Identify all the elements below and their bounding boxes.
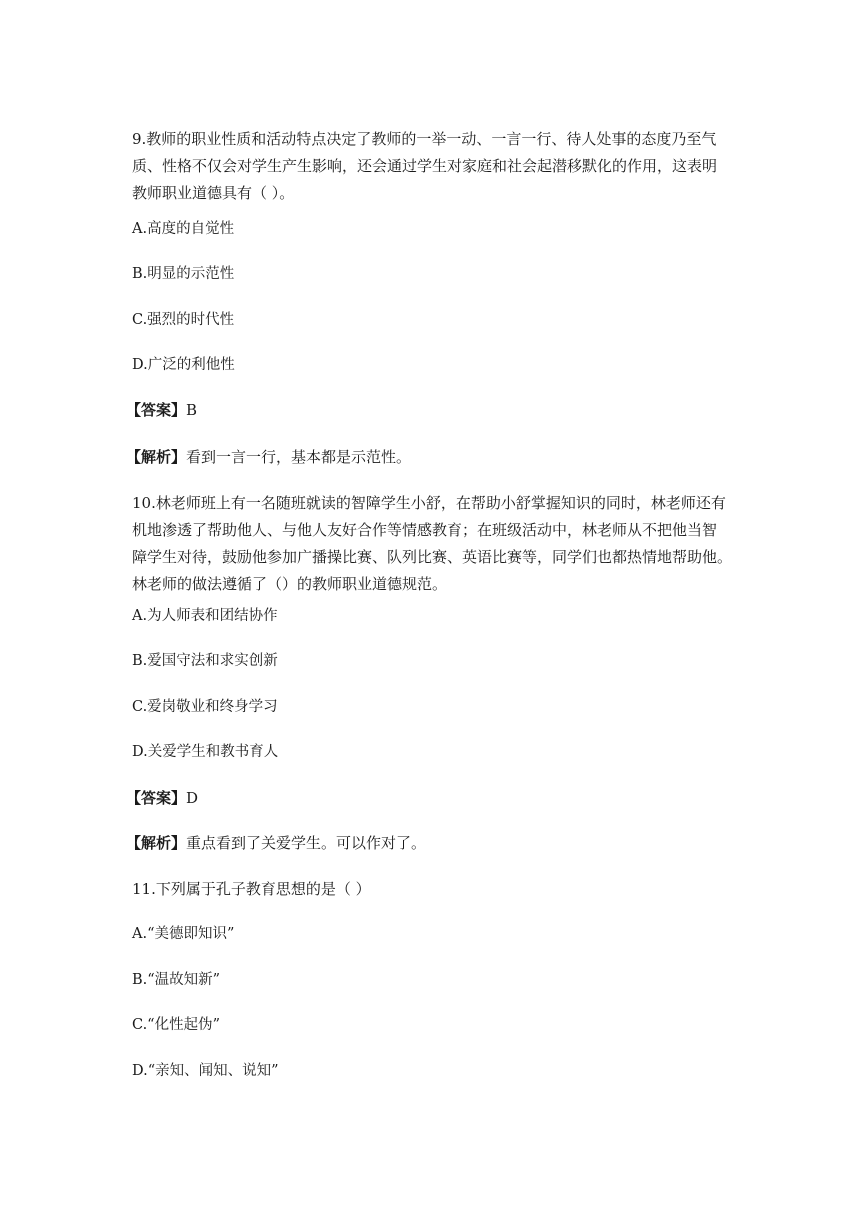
analysis-line: [126, 444, 746, 471]
option-d: D.广泛的利他性: [132, 357, 235, 373]
option-c: C.爱岗敬业和终身学习: [132, 699, 278, 715]
analysis-text: 看到一言一行，基本都是示范性。: [186, 448, 412, 466]
question-stem-line: 10.林老师班上有一名随班就读的智障学生小舒，在帮助小舒掌握知识的同时，林老师还有: [132, 494, 726, 512]
option-c: C.强烈的时代性: [132, 312, 235, 328]
option-b: B.“温故知新”: [132, 972, 221, 988]
question-stem-line: 11.下列属于孔子教育思想的是（ ）: [132, 880, 371, 898]
answer-label: 【答案】: [126, 789, 187, 807]
question-stem-line: 障学生对待，鼓励他参加广播操比赛、队列比赛、英语比赛等，同学们也都热情地帮助他。: [132, 548, 733, 566]
analysis-line: [126, 830, 746, 857]
option-b: B.明显的示范性: [132, 266, 235, 282]
analysis-label: 【解析】: [126, 448, 187, 466]
option-a: A.高度的自觉性: [132, 221, 235, 237]
option-b: B.爱国守法和求实创新: [132, 653, 278, 669]
answer-value: D: [186, 789, 199, 807]
option-a: A.“美德即知识”: [132, 926, 235, 942]
answer-line: [126, 785, 746, 812]
answer-line: [126, 397, 746, 424]
question-stem-line: 质、性格不仅会对学生产生影响，还会通过学生对家庭和社会起潜移默化的作用，这表明: [132, 157, 718, 175]
option-d: D.关爱学生和教书育人: [132, 744, 279, 760]
answer-value: B: [186, 401, 198, 419]
question-stem-line: 机地渗透了帮助他人、与他人友好合作等情感教育；在班级活动中，林老师从不把他当智: [132, 521, 718, 539]
option-c: C.“化性起伪”: [132, 1017, 221, 1033]
question-stem-line: 林老师的做法遵循了（）的教师职业道德规范。: [132, 575, 448, 593]
option-a: A.为人师表和团结协作: [132, 608, 278, 624]
analysis-text: 重点看到了关爱学生。可以作对了。: [186, 834, 427, 852]
option-d: D.“亲知、闻知、说知”: [132, 1063, 279, 1079]
question-stem-line: 9.教师的职业性质和活动特点决定了教师的一举一动、一言一行、待人处事的态度乃至气: [132, 130, 717, 148]
question-stem-line: 教师职业道德具有（ ）。: [132, 184, 295, 202]
answer-label: 【答案】: [126, 401, 187, 419]
analysis-label: 【解析】: [126, 834, 187, 852]
